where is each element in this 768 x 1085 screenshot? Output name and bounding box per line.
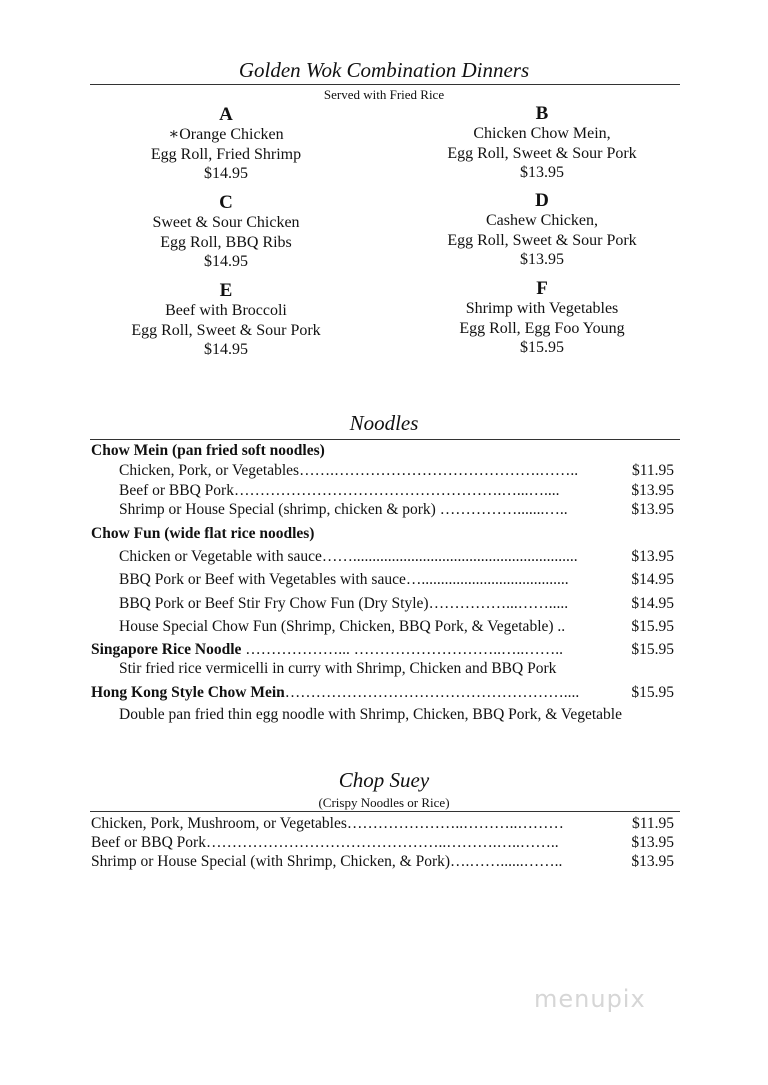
combo-f	[392, 278, 692, 358]
combo-line: Egg Roll, BBQ Ribs	[160, 233, 292, 251]
combo-price: $15.95	[520, 339, 564, 356]
combo-line: Egg Roll, Sweet & Sour Pork	[447, 144, 637, 162]
combo-c	[76, 192, 376, 272]
menu-item-price: $14.95	[631, 595, 674, 612]
combo-letter: D	[535, 190, 549, 211]
menu-item: BBQ Pork or Beef Stir Fry Chow Fun (Dry Style)……………...…….....	[119, 595, 569, 612]
chow-mein-header: Chow Mein (pan fried soft noodles)	[91, 442, 325, 459]
combo-letter: A	[219, 104, 233, 125]
combo-line: Egg Roll, Egg Foo Young	[459, 319, 625, 337]
combo-line: Chicken Chow Mein,	[473, 125, 611, 142]
singapore-noodle-name: Singapore Rice Noodle	[91, 641, 242, 658]
menu-item-price: $11.95	[631, 462, 674, 479]
menu-item-price: $13.95	[631, 501, 674, 518]
combo-price: $13.95	[520, 251, 564, 268]
singapore-noodle-row	[91, 640, 563, 659]
combo-a	[76, 104, 376, 184]
menu-item: Chicken, Pork, or Vegetables…….………………………………….……..	[119, 462, 579, 479]
combo-line: Beef with Broccoli	[165, 302, 287, 319]
combo-line: Egg Roll, Fried Shrimp	[150, 145, 302, 163]
combo-line: Egg Roll, Sweet & Sour Pork	[131, 321, 321, 339]
combo-line: Egg Roll, Sweet & Sour Pork	[447, 231, 637, 249]
combo-letter: F	[536, 278, 548, 299]
singapore-noodle-desc: Stir fried rice vermicelli in curry with Shrimp, Chicken and BBQ Pork	[119, 660, 557, 677]
combo-line: Cashew Chicken,	[486, 212, 598, 229]
menu-item-price: $11.95	[631, 815, 674, 832]
combination-subtitle: Served with Fried Rice	[323, 87, 445, 102]
noodles-divider	[90, 439, 680, 440]
combo-price: $14.95	[204, 341, 248, 358]
hong-kong-chow-mein-name: Hong Kong Style Chow Mein	[91, 684, 285, 701]
combo-letter: B	[535, 103, 549, 124]
chow-fun-header: Chow Fun (wide flat rice noodles)	[91, 525, 315, 542]
combo-b	[392, 103, 692, 183]
menu-item-price: $15.95	[631, 618, 674, 635]
chop-suey-subtitle: (Crispy Noodles or Rice)	[318, 795, 450, 810]
menu-item-price: $13.95	[631, 482, 674, 499]
hong-kong-chow-mein-desc: Double pan fried thin egg noodle with Shrimp, Chicken, BBQ Pork, & Vegetable	[119, 706, 622, 723]
menu-item: BBQ Pork or Beef with Vegetables with sauce…......................................	[119, 571, 569, 588]
chop-suey-title: Chop Suey	[338, 768, 430, 792]
hong-kong-chow-mein-row	[91, 683, 579, 702]
combo-price: $14.95	[204, 165, 248, 182]
menu-item-price: $14.95	[631, 571, 674, 588]
menu-item: Beef or BBQ Pork………………………………………..……….…..……..	[91, 834, 559, 851]
menu-item-price: $15.95	[631, 641, 674, 658]
combo-price: $14.95	[204, 253, 248, 270]
menu-item-price: $13.95	[631, 853, 674, 870]
combo-letter: C	[219, 192, 233, 213]
menu-item-price: $13.95	[631, 548, 674, 565]
dot-leader: ………………………………………………....	[284, 684, 580, 701]
menu-item: Chicken or Vegetable with sauce……..........................................................	[119, 548, 578, 565]
combo-d	[392, 190, 692, 270]
combination-divider	[90, 84, 680, 85]
menu-item: Shrimp or House Special (with Shrimp, Chicken, & Pork)….……......……..	[91, 853, 563, 870]
noodles-title: Noodles	[349, 411, 419, 435]
menu-item: House Special Chow Fun (Shrimp, Chicken, BBQ Pork, & Vegetable) ..	[119, 618, 566, 635]
chop-suey-divider	[90, 811, 680, 812]
menu-item: Shrimp or House Special (shrimp, chicken & pork) …………….......…..	[119, 501, 568, 518]
menu-item-price: $13.95	[631, 834, 674, 851]
combo-e	[76, 280, 376, 360]
combo-line: ∗Orange Chicken	[168, 126, 284, 143]
menu-item-price: $15.95	[631, 684, 674, 701]
combo-letter: E	[219, 280, 233, 301]
combo-line: Sweet & Sour Chicken	[152, 214, 300, 231]
menu-item: Chicken, Pork, Mushroom, or Vegetables…………………..………..………	[91, 815, 564, 832]
combo-price: $13.95	[520, 164, 564, 181]
dot-leader: ………………... ………………………..…..……..	[241, 641, 564, 658]
menu-item: Beef or BBQ Pork…………………………………………….…...…....	[119, 482, 560, 499]
combo-line: Shrimp with Vegetables	[465, 300, 619, 317]
combination-title: Golden Wok Combination Dinners	[238, 58, 530, 82]
menupix-watermark: menupix	[534, 985, 646, 1013]
